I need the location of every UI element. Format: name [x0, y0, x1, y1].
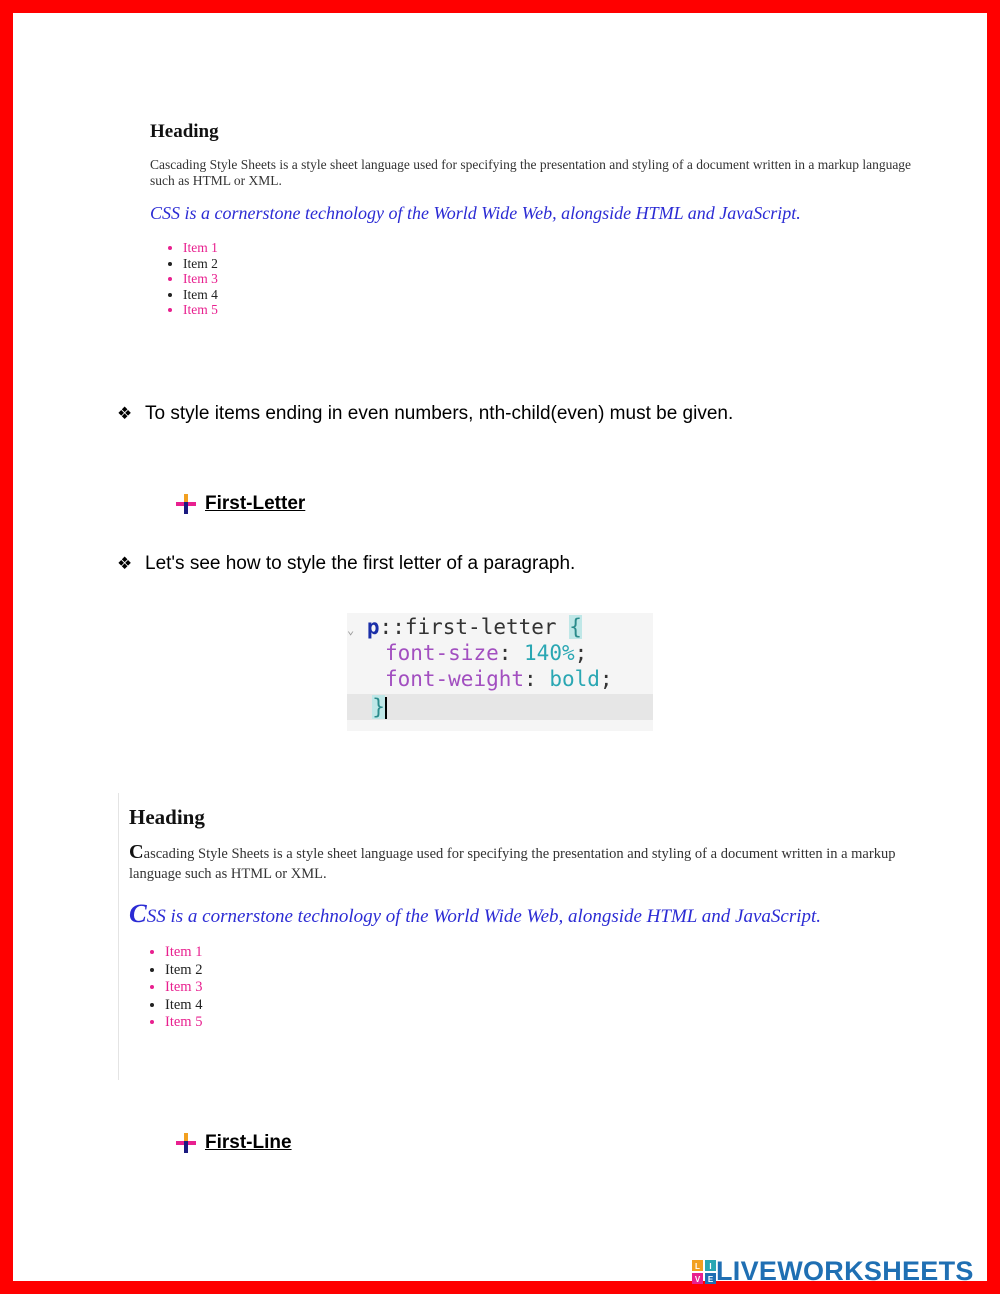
list-item: • Item 4 — [183, 287, 930, 303]
logo-text: LIVEWORKSHEETS — [716, 1256, 974, 1286]
section-heading-first-letter — [175, 493, 305, 515]
demo-quote: CSS is a cornerstone technology of the World Wide Web, alongside HTML and JavaScript. — [150, 203, 801, 223]
liveworksheets-logo — [692, 1256, 974, 1287]
list-item: • Item 2 — [183, 256, 930, 272]
code-line: } — [347, 694, 653, 720]
arrow-down-icon — [175, 1132, 197, 1154]
diamond-bullet-icon: ❖ — [117, 554, 133, 573]
demo-list — [150, 240, 930, 318]
demo-output-first-letter — [118, 793, 909, 1080]
list-item: • Item 3 — [183, 271, 930, 287]
section-heading-first-line — [175, 1132, 292, 1154]
svg-text:L: L — [695, 1261, 700, 1271]
section-heading-text: First-Line — [205, 1132, 292, 1153]
bullet-text: To style items ending in even numbers, nth-child(even) must be given. — [145, 403, 734, 424]
code-line: ⌄ p::first-letter { — [347, 615, 582, 639]
svg-text:E: E — [707, 1274, 714, 1284]
text-caret — [385, 697, 387, 719]
demo-output-nth-child — [150, 121, 930, 318]
demo-paragraph: Cascading Style Sheets is a style sheet language used for specifying the presentation and styling of a document written in a markup language such as HTML or XML. — [150, 157, 912, 188]
svg-text:V: V — [694, 1274, 701, 1284]
list-item: • Item 1 — [165, 944, 909, 962]
diamond-bullet-icon: ❖ — [117, 404, 133, 423]
list-item: • Item 1 — [183, 240, 930, 256]
bullet-point — [117, 403, 733, 425]
demo-heading: Heading — [129, 805, 205, 829]
list-item: • Item 3 — [165, 979, 909, 997]
section-heading-text: First-Letter — [205, 493, 306, 514]
worksheet-page — [13, 13, 987, 1286]
list-item: • Item 4 — [165, 997, 909, 1015]
arrow-down-icon — [175, 493, 197, 515]
demo-paragraph: Cascading Style Sheets is a style sheet language used for specifying the presentation and styling of a document written in a markup language such as HTML or XML. — [129, 841, 896, 882]
bullet-text: Let's see how to style the first letter of a paragraph. — [145, 553, 576, 574]
demo-list — [129, 944, 909, 1032]
logo-blocks-icon — [692, 1260, 716, 1284]
code-line: font-size: 140%; — [384, 641, 588, 665]
demo-heading: Heading — [150, 121, 219, 142]
code-snippet — [347, 613, 653, 731]
fold-icon: ⌄ — [347, 623, 355, 637]
list-item: • Item 2 — [165, 962, 909, 980]
demo-quote: CSS is a cornerstone technology of the World Wide Web, alongside HTML and JavaScript. — [129, 898, 822, 928]
code-line: font-weight: bold; — [384, 667, 613, 691]
list-item: • Item 5 — [183, 302, 930, 318]
list-item: • Item 5 — [165, 1014, 909, 1032]
svg-text:I: I — [709, 1261, 712, 1271]
bullet-point — [117, 553, 575, 575]
